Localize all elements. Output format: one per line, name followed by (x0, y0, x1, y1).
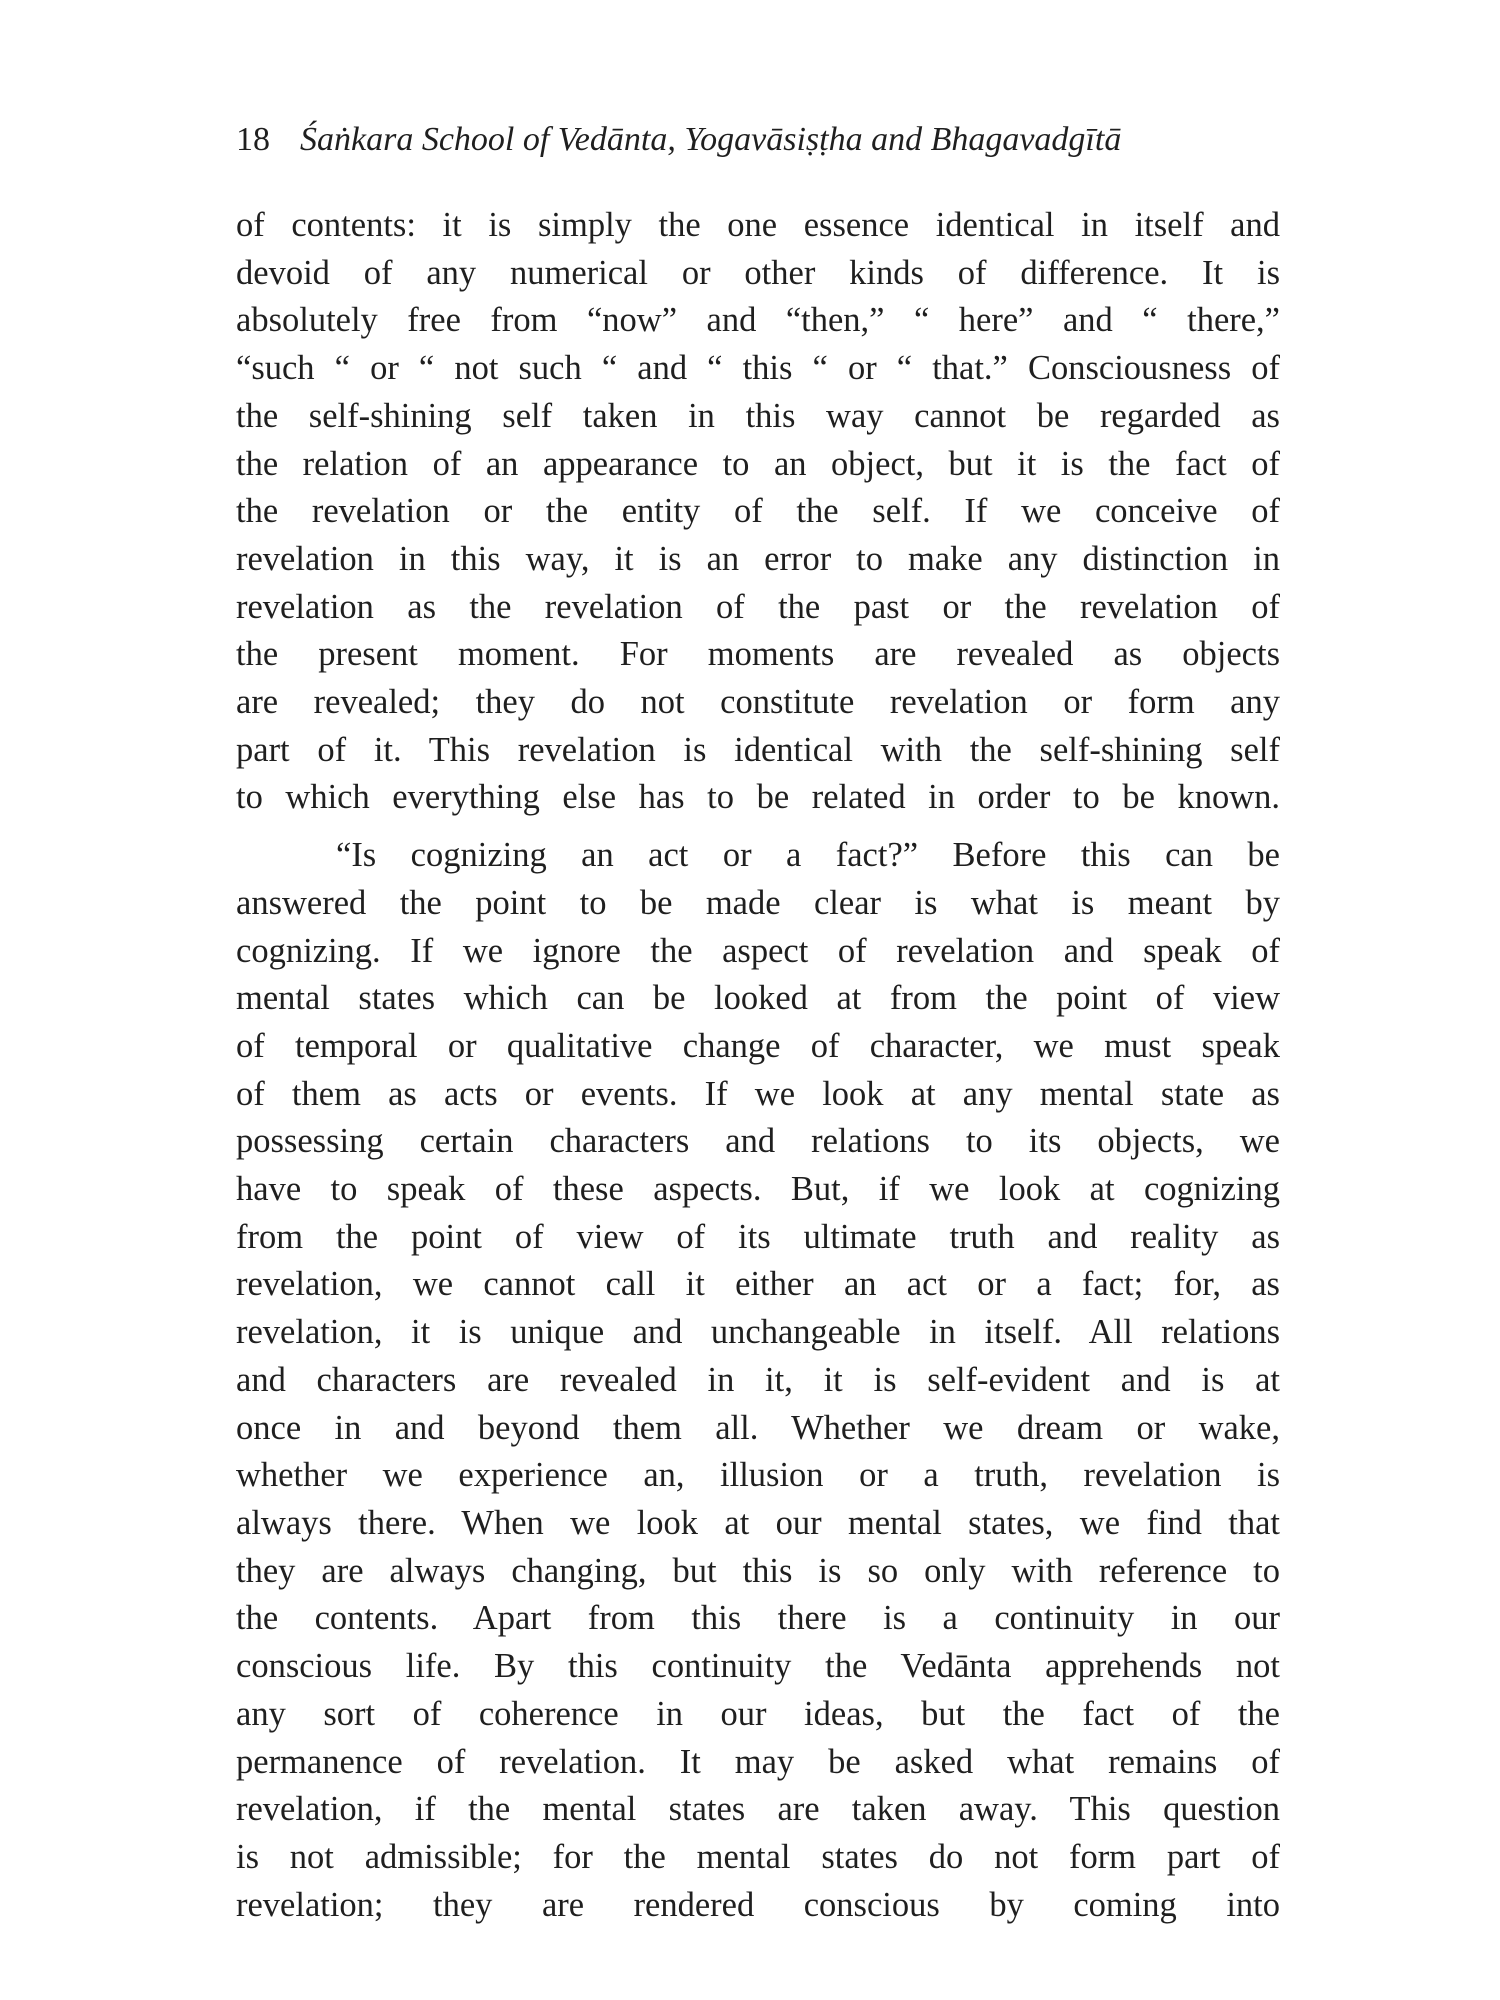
text-line: cognizing. If we ignore the aspect of revelation and speak of (236, 931, 1280, 970)
text-line: any sort of coherence in our ideas, but the fact of the (236, 1694, 1280, 1733)
text-line: revelation as the revelation of the past or the revelation of (236, 587, 1280, 626)
running-head (236, 120, 1280, 160)
text-line: have to speak of these aspects. But, if we look at cognizing (236, 1170, 1280, 1209)
text-line: the revelation or the entity of the self. If we conceive of (236, 492, 1280, 531)
text-line: revelation, we cannot call it either an act or a fact; for, as (236, 1265, 1280, 1304)
text-line: to which everything else has to be related in order to be known. (236, 778, 1280, 817)
text-line: of temporal or qualitative change of character, we must speak (236, 1026, 1280, 1065)
text-line: from the point of view of its ultimate truth and reality as (236, 1217, 1280, 1256)
text-line: permanence of revelation. It may be asked what remains of (236, 1742, 1280, 1781)
text-line: are revealed; they do not constitute revelation or form any (236, 683, 1280, 722)
text-line: and characters are revealed in it, it is self-evident and is at (236, 1360, 1280, 1399)
page-number: 18 (236, 121, 270, 158)
text-line: answered the point to be made clear is what is meant by (236, 883, 1280, 922)
text-line: “Is cognizing an act or a fact?” Before this can be (336, 836, 1280, 875)
text-line: conscious life. By this continuity the Vedānta apprehends not (236, 1647, 1280, 1686)
text-line: once in and beyond them all. Whether we dream or wake, (236, 1408, 1280, 1447)
text-line: the present moment. For moments are revealed as objects (236, 635, 1280, 674)
text-line: revelation; they are rendered conscious by coming into (236, 1885, 1280, 1924)
book-page (236, 120, 1280, 1950)
text-line: is not admissible; for the mental states do not form part of (236, 1837, 1280, 1876)
text-line: whether we experience an, illusion or a truth, revelation is (236, 1456, 1280, 1495)
text-line: part of it. This revelation is identical with the self-shining self (236, 730, 1280, 769)
text-line: mental states which can be looked at from the point of view (236, 979, 1280, 1018)
text-line: revelation in this way, it is an error to make any distinction in (236, 539, 1280, 578)
text-line: absolutely free from “now” and “then,” “ here” and “ there,” (236, 301, 1280, 340)
body-text (236, 202, 1280, 1929)
text-line: “such “ or “ not such “ and “ this “ or “ that.” Consciousness of (236, 349, 1280, 388)
text-line: devoid of any numerical or other kinds of difference. It is (236, 253, 1280, 292)
text-line: the contents. Apart from this there is a continuity in our (236, 1599, 1280, 1638)
text-line: revelation, if the mental states are taken away. This question (236, 1790, 1280, 1829)
text-line: revelation, it is unique and unchangeable in itself. All relations (236, 1313, 1280, 1352)
text-line: the relation of an appearance to an object, but it is the fact of (236, 444, 1280, 483)
book-title: Śaṅkara School of Vedānta, Yogavāsiṣṭha and Bhagavadgītā (300, 121, 1122, 158)
text-line: they are always changing, but this is so only with reference to (236, 1551, 1280, 1590)
text-line: of contents: it is simply the one essence identical in itself and (236, 206, 1280, 244)
text-line: possessing certain characters and relations to its objects, we (236, 1122, 1280, 1161)
text-line: of them as acts or events. If we look at any mental state as (236, 1074, 1280, 1113)
paragraph-1 (236, 202, 1280, 822)
paragraph-2 (236, 832, 1280, 1929)
text-line: always there. When we look at our mental states, we find that (236, 1503, 1280, 1542)
text-line: the self-shining self taken in this way cannot be regarded as (236, 396, 1280, 435)
